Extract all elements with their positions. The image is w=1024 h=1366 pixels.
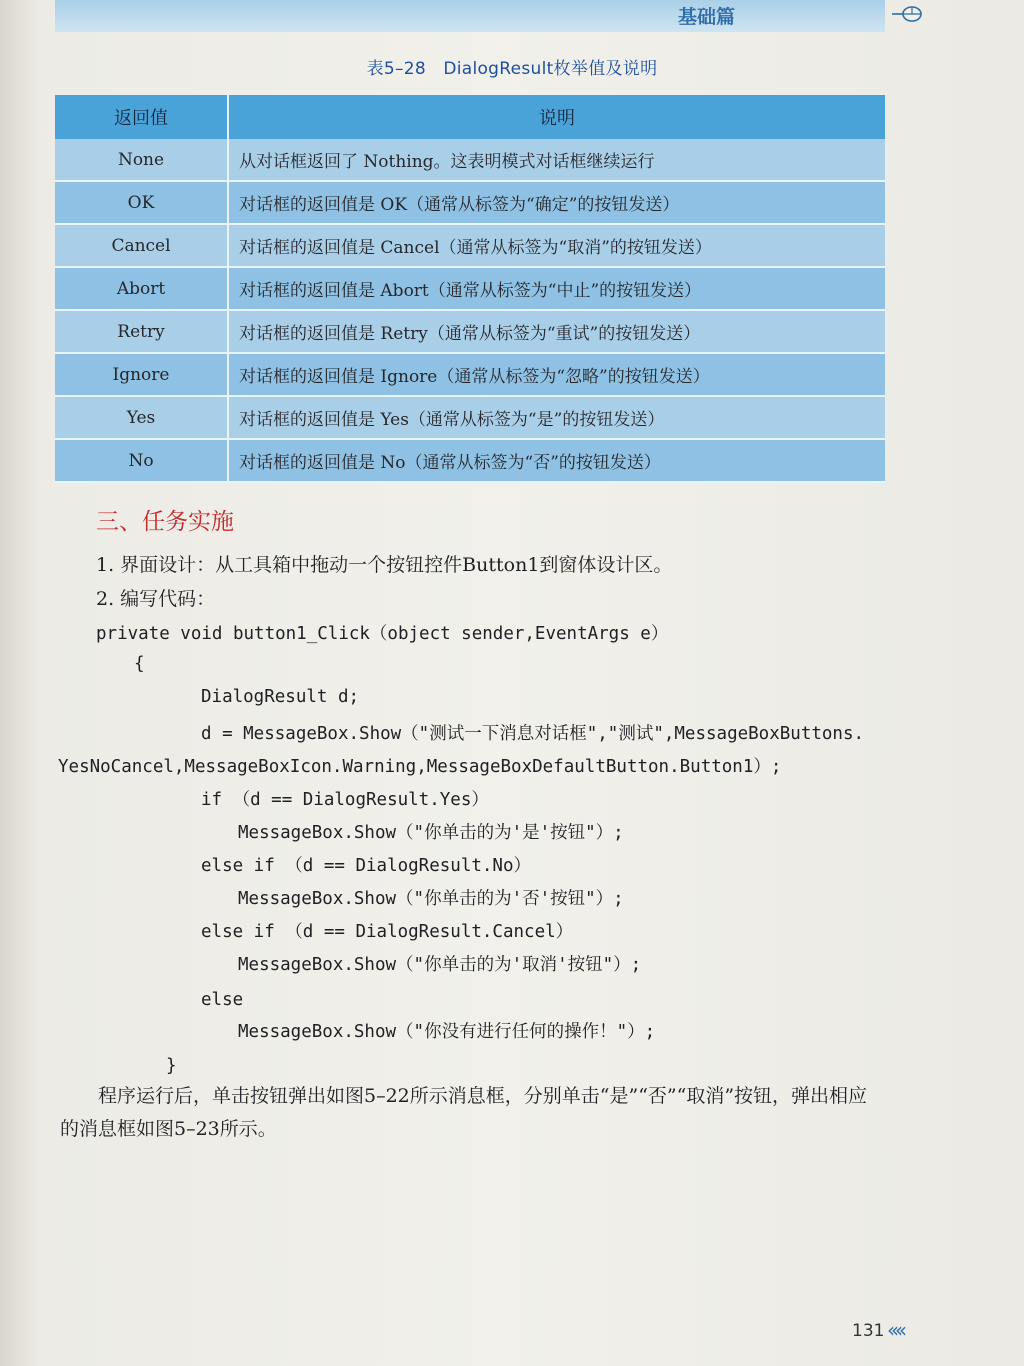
column-header-value: 返回值 (55, 95, 228, 139)
enum-description: 对话框的返回值是 Cancel（通常从标签为“取消”的按钮发送） (228, 224, 885, 267)
table-header-row (55, 95, 885, 139)
header-band (55, 0, 885, 32)
section-heading: 三、任务实施 (96, 509, 234, 535)
enum-value: Abort (55, 267, 228, 310)
table-row (55, 139, 885, 181)
enum-description: 对话框的返回值是 Yes（通常从标签为“是”的按钮发送） (228, 396, 885, 439)
code-line: else (201, 990, 244, 1010)
code-line: MessageBox.Show（"你没有进行任何的操作！"）; (238, 1022, 656, 1042)
dialogresult-table (55, 95, 885, 483)
enum-description: 从对话框返回了 Nothing。这表明模式对话框继续运行 (228, 139, 885, 181)
enum-value: None (55, 139, 228, 181)
enum-value: No (55, 439, 228, 482)
table-row (55, 267, 885, 310)
enum-value: Ignore (55, 353, 228, 396)
enum-description: 对话框的返回值是 Ignore（通常从标签为“忽略”的按钮发送） (228, 353, 885, 396)
code-line: else if （d == DialogResult.No） (201, 856, 532, 876)
enum-description: 对话框的返回值是 Retry（通常从标签为“重试”的按钮发送） (228, 310, 885, 353)
table-row (55, 224, 885, 267)
table-row (55, 439, 885, 482)
code-line: MessageBox.Show（"你单击的为'否'按钮"）; (238, 889, 624, 909)
enum-value: Yes (55, 396, 228, 439)
enum-value: OK (55, 181, 228, 224)
page-number: 131 (852, 1321, 885, 1341)
step-1: 1. 界面设计：从工具箱中拖动一个按钮控件Button1到窗体设计区。 (96, 554, 673, 576)
header-section-title: 基础篇 (677, 6, 735, 28)
page-arrows-icon: ‹‹‹‹ (887, 1318, 903, 1342)
enum-description: 对话框的返回值是 Abort（通常从标签为“中止”的按钮发送） (228, 267, 885, 310)
enum-value: Retry (55, 310, 228, 353)
mouse-icon (890, 4, 924, 24)
code-line: d = MessageBox.Show（"测试一下消息对话框","测试",MessageBoxButtons. (201, 724, 865, 744)
code-line: YesNoCancel,MessageBoxIcon.Warning,MessageBoxDefaultButton.Button1）; (58, 757, 782, 777)
code-line: DialogResult d; (201, 687, 360, 707)
table-caption: 表5–28 DialogResult枚举值及说明 (366, 59, 658, 79)
result-paragraph: 程序运行后，单击按钮弹出如图5–22所示消息框，分别单击“是”“否”“取消”按钮，弹出相应的消息框如图5–23所示。 (60, 1085, 868, 1140)
code-line: MessageBox.Show（"你单击的为'取消'按钮"）; (238, 955, 642, 975)
step-2: 2. 编写代码： (96, 588, 216, 610)
code-line: { (134, 654, 145, 674)
table-row (55, 396, 885, 439)
table-row (55, 181, 885, 224)
table-row (55, 310, 885, 353)
table-row (55, 353, 885, 396)
code-line: else if （d == DialogResult.Cancel） (201, 922, 574, 942)
enum-value: Cancel (55, 224, 228, 267)
code-line: MessageBox.Show（"你单击的为'是'按钮"）; (238, 823, 624, 843)
code-line: if （d == DialogResult.Yes） (201, 790, 489, 810)
enum-description: 对话框的返回值是 No（通常从标签为“否”的按钮发送） (228, 439, 885, 482)
column-header-description: 说明 (228, 95, 885, 139)
code-line: } (166, 1056, 177, 1076)
code-line: private void button1_Click（object sender,EventArgs e） (96, 624, 669, 644)
enum-description: 对话框的返回值是 OK（通常从标签为“确定”的按钮发送） (228, 181, 885, 224)
